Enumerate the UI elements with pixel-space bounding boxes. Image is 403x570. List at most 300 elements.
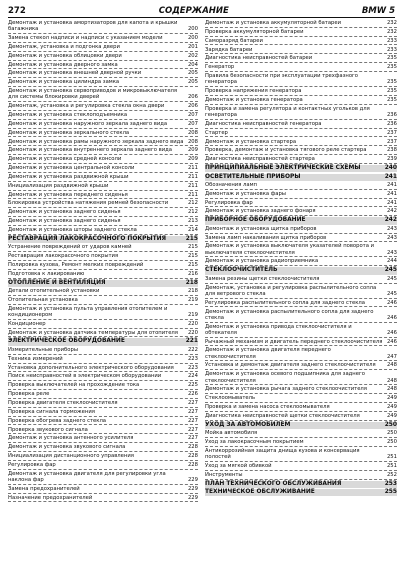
toc-entry-page: 201 (187, 43, 198, 50)
toc-entry-title: Демонтаж и установка осевого подшипника для заднего стеклоочистителя (205, 371, 365, 384)
toc-entry[interactable] (8, 373, 198, 381)
toc-section-heading[interactable] (205, 489, 397, 496)
running-head-brand: BMW 5 (361, 6, 395, 16)
toc-entry[interactable] (205, 29, 397, 37)
toc-entry-page: 225 (187, 382, 198, 389)
toc-entry-page: 245 (384, 267, 397, 274)
toc-entry-title: Демонтаж и установка аккумуляторной батареи (205, 20, 342, 26)
toc-entry[interactable] (8, 174, 198, 182)
toc-entry[interactable] (8, 218, 198, 226)
toc-entry-title: Демонтаж и установка дверного замка (8, 61, 118, 68)
toc-entry-title: Инструменты (205, 471, 243, 478)
toc-entry[interactable] (205, 20, 397, 28)
toc-entry[interactable] (205, 276, 397, 284)
toc-entry[interactable] (205, 182, 397, 190)
toc-entry[interactable] (205, 324, 397, 338)
toc-entry-title: Стартер (205, 129, 228, 136)
toc-entry[interactable] (8, 330, 198, 338)
toc-entry-page: 212 (187, 209, 198, 216)
toc-entry-page: 226 (187, 391, 198, 398)
toc-entry-title: ЭЛЕКТРИЧЕСКОЕ ОБОРУДОВАНИЕ (8, 338, 125, 345)
toc-entry[interactable] (8, 453, 198, 461)
toc-entry[interactable] (8, 471, 198, 485)
toc-entry[interactable] (8, 183, 198, 191)
toc-entry-page: 204 (187, 61, 198, 68)
toc-entry[interactable] (8, 486, 198, 494)
toc-entry-page: 228 (187, 444, 198, 451)
toc-entry[interactable] (8, 306, 198, 320)
toc-entry-title: ПРИБОРНОЕ ОБОРУДОВАНИЕ (205, 217, 306, 224)
toc-entry-page: 220 (187, 320, 198, 327)
toc-entry-title: Регулировка фар (205, 199, 253, 206)
toc-entry-page: 235 (386, 55, 397, 62)
toc-entry-page: 200 (187, 26, 198, 33)
toc-section-heading[interactable] (8, 280, 198, 287)
toc-entry[interactable] (205, 97, 397, 105)
toc-entry-title: Демонтаж и установка амортизаторов для капота и крышки багажника (8, 20, 178, 33)
toc-entry-page: 220 (187, 329, 198, 336)
toc-entry[interactable] (205, 64, 397, 72)
toc-entry-page: 246 (386, 338, 397, 345)
toc-entry-page: 228 (187, 453, 198, 460)
toc-entry-title: Демонтаж и установка привода стеклоочистителя и обтекателя (205, 323, 352, 336)
toc-entry-title: Демонтаж и установка генератора (205, 96, 303, 103)
toc-entry[interactable] (205, 208, 397, 216)
toc-entry[interactable] (8, 53, 198, 61)
toc-entry-page: 235 (386, 96, 397, 103)
toc-entry-title: Демонтаж и установка переднего сиденья (8, 191, 128, 198)
toc-entry-title: Демонтаж и установка заднего сиденья (8, 209, 121, 216)
toc-entry-page: 218 (185, 279, 198, 286)
toc-entry[interactable] (8, 139, 198, 147)
toc-entry[interactable] (205, 347, 397, 361)
toc-entry-page: 209 (187, 147, 198, 154)
toc-entry-page: 218 (187, 288, 198, 295)
toc-entry-page: 251 (386, 462, 397, 469)
toc-column-right (205, 20, 397, 497)
toc-entry-page: 250 (386, 439, 397, 446)
toc-entry[interactable] (8, 103, 198, 111)
toc-entry-title: Кондиционер (8, 320, 46, 327)
toc-entry-title: Демонтаж и установка наружного зеркала заднего вида (8, 120, 168, 127)
toc-entry[interactable] (8, 253, 198, 261)
toc-entry-title: Инициализация раздвижной крыши (8, 182, 109, 189)
toc-entry-title: Рычажный механизм и двигатель переднего стеклоочистителя (205, 338, 383, 345)
toc-column-left (8, 20, 198, 503)
toc-entry[interactable] (205, 191, 397, 199)
toc-entry-page: 250 (384, 421, 397, 428)
toc-entry-title: Демонтаж и установка пульта управления отопителем и кондиционером (8, 305, 168, 318)
toc-entry[interactable] (8, 121, 198, 129)
toc-entry[interactable] (205, 362, 397, 370)
toc-entry-title: ПЛАН ТЕХНИЧЕСКОГО ОБСЛУЖИВАНИЯ (205, 480, 342, 487)
toc-entry-title: Проверка и замена регулятора и контактных угольков для генератора (205, 105, 370, 118)
toc-entry-title: Диагностика неисправностей стартера (205, 156, 315, 163)
toc-entry-page: 227 (187, 399, 198, 406)
toc-entry-page: 242 (384, 217, 397, 224)
toc-entry[interactable] (8, 192, 198, 200)
toc-entry-page: 239 (386, 156, 397, 163)
toc-entry-page: 255 (384, 489, 397, 496)
toc-entry-page: 241 (386, 199, 397, 206)
toc-entry[interactable] (8, 165, 198, 173)
toc-entry-page: 244 (386, 258, 397, 265)
toc-entry[interactable] (8, 297, 198, 305)
toc-entry[interactable] (8, 418, 198, 426)
toc-entry-title: Антикоррозийная защита днища кузова и консервация полостей (205, 447, 360, 461)
toc-section-heading[interactable] (205, 174, 397, 181)
toc-entry-page: 215 (185, 235, 198, 242)
toc-section-heading[interactable] (205, 267, 397, 274)
toc-entry-title: Проверка реле (8, 391, 50, 398)
toc-entry-title: Проверка двигателя стеклоочистителя (8, 399, 118, 406)
toc-entry-title: Демонтаж и установка выключателя указателей поворота и выключателя стеклоочистителя (205, 243, 375, 256)
toc-entry-title: СТЕКЛООЧИСТИТЕЛЬ (205, 267, 278, 274)
toc-entry-title: Демонтаж и установка двигателя переднего стеклоочистителя (205, 347, 331, 360)
toc-entry-page: 246 (386, 299, 397, 306)
toc-entry-title: Демонтаж и установка стартера (205, 138, 297, 145)
toc-entry-page: 205 (187, 70, 198, 77)
toc-entry-title: Регулировка фар (8, 461, 56, 468)
toc-entry-page: 221 (185, 338, 198, 345)
toc-entry-title: ОСВЕТИТЕЛЬНЫЕ ПРИБОРЫ (205, 173, 301, 180)
toc-entry-page: 246 (386, 314, 397, 321)
toc-section-heading[interactable] (205, 422, 397, 429)
toc-entry[interactable] (205, 448, 397, 462)
toc-entry-page: 223 (187, 364, 198, 371)
toc-entry-page: 227 (187, 417, 198, 424)
toc-entry-page: 205 (187, 79, 198, 86)
toc-entry[interactable] (205, 130, 397, 138)
toc-entry-page: 215 (187, 261, 198, 268)
toc-entry[interactable] (205, 285, 397, 299)
toc-entry-page: 235 (386, 88, 397, 95)
toc-entry-page: 240 (384, 165, 397, 172)
toc-entry[interactable] (8, 88, 198, 102)
toc-entry-page: 211 (187, 165, 198, 172)
toc-entry-title: Демонтаж и установка шторы заднего стекла (8, 226, 137, 233)
toc-entry-title: Измерительные приборы (8, 346, 78, 353)
toc-entry-page: 251 (386, 454, 397, 461)
toc-entry[interactable] (205, 404, 397, 412)
toc-entry-page: 229 (187, 485, 198, 492)
toc-entry-title: Проверка звукового сигнала (8, 426, 88, 433)
page-title: СОДЕРЖАНИЕ (158, 6, 229, 16)
toc-entry-page: 206 (187, 103, 198, 110)
toc-entry-page: 233 (386, 46, 397, 53)
toc-entry-title: Демонтаж и установка облицовки двери (8, 52, 122, 59)
toc-entry-page: 208 (187, 129, 198, 136)
toc-entry-page: 243 (386, 249, 397, 256)
toc-entry-title: Демонтаж и установка датчика температуры для отопителя (8, 329, 178, 336)
toc-entry-title: Демонтаж и установка внешней дверной ручки (8, 70, 142, 77)
toc-entry-page: 248 (386, 377, 397, 384)
toc-entry-title: РЕСТАВРАЦИЯ ЛАКОКРАСОЧНОГО ПОКРЫТИЯ (8, 235, 167, 242)
toc-entry-page: 211 (187, 191, 198, 198)
toc-entry-title: Демонтаж и установка зеркального стекла (8, 129, 130, 136)
toc-entry-title: Демонтаж и установка фары (205, 190, 286, 197)
toc-entry-page: 241 (384, 173, 397, 180)
toc-entry[interactable] (8, 321, 198, 329)
toc-entry-page: 232 (386, 20, 397, 26)
toc-entry-page: 238 (386, 147, 397, 154)
toc-entry-page: 206 (187, 94, 198, 101)
toc-entry[interactable] (205, 55, 397, 63)
toc-entry[interactable] (8, 288, 198, 296)
toc-section-heading[interactable] (8, 338, 198, 345)
toc-entry[interactable] (8, 382, 198, 390)
toc-entry-page: 222 (187, 346, 198, 353)
toc-entry[interactable] (205, 88, 397, 96)
toc-entry[interactable] (205, 47, 397, 55)
toc-entry-page: 252 (386, 471, 397, 478)
toc-entry-title: Блокировка устройства натяжения ремней безопасности (8, 200, 169, 207)
toc-entry-page: 232 (386, 28, 397, 35)
toc-entry-title: Диагностика неисправностей генератора (205, 120, 322, 127)
toc-entry-page: 216 (187, 270, 198, 277)
toc-entry[interactable] (205, 200, 397, 208)
toc-entry-title: Проверка аккумуляторной батареи (205, 28, 304, 35)
toc-entry-page: 202 (187, 52, 198, 59)
toc-entry[interactable] (8, 365, 198, 373)
toc-entry-title: Подготовка к лакированию (8, 270, 85, 277)
toc-entry[interactable] (205, 430, 397, 438)
toc-entry[interactable] (8, 435, 198, 443)
toc-entry[interactable] (205, 309, 397, 323)
toc-entry[interactable] (8, 35, 198, 43)
toc-entry-title: Детали отопительной установки (8, 288, 100, 295)
toc-entry-title: Устранение повреждений от ударов камней (8, 244, 132, 251)
toc-entry[interactable] (8, 444, 198, 452)
toc-entry[interactable] (205, 243, 397, 257)
toc-entry-title: Зарядка батареи (205, 46, 253, 53)
toc-entry-page: 249 (386, 395, 397, 402)
toc-entry[interactable] (205, 235, 397, 243)
toc-entry-page: 248 (386, 386, 397, 393)
toc-entry-page: 249 (386, 412, 397, 419)
toc-entry-page: 250 (386, 430, 397, 437)
toc-entry-title: Регулировка распылительного сопла для заднего стекла (205, 299, 365, 306)
toc-entry[interactable] (8, 227, 198, 235)
toc-entry-title: Назначение предохранителей (8, 494, 93, 501)
toc-entry-title: ТЕХНИЧЕСКОЕ ОБСЛУЖИВАНИЕ (205, 489, 315, 496)
toc-section-heading[interactable] (205, 481, 397, 488)
toc-entry-title: Замена предохранителей (8, 485, 80, 492)
toc-entry[interactable] (205, 439, 397, 447)
toc-entry-title: Проверка обогрева заднего стекла (8, 417, 107, 424)
toc-entry-page: 241 (386, 181, 397, 188)
toc-entry[interactable] (8, 112, 198, 120)
toc-entry-title: Диагностика неисправностей щетки стеклоочистителя (205, 412, 360, 419)
toc-entry-page: 207 (187, 112, 198, 118)
toc-entry[interactable] (205, 413, 397, 421)
toc-entry-title: Замена стекол надписи и надписи с указанием модели (8, 35, 163, 42)
toc-entry[interactable] (205, 38, 397, 46)
toc-entry-title: Установка дополнительного электрического оборудования (8, 364, 174, 371)
toc-entry-page: 229 (187, 494, 198, 501)
toc-entry[interactable] (8, 200, 198, 208)
toc-entry-page: 237 (386, 138, 397, 145)
toc-entry[interactable] (8, 130, 198, 138)
toc-entry[interactable] (205, 371, 397, 385)
toc-entry-page: 207 (187, 120, 198, 127)
toc-entry-title: Демонтаж и установка щитка приборов (205, 225, 317, 232)
toc-entry-title: Техника измерений (8, 355, 63, 362)
toc-entry[interactable] (205, 121, 397, 129)
toc-entry-title: Проверка, демонтаж и установка тягового реле стартера (205, 147, 367, 154)
toc-entry[interactable] (8, 147, 198, 155)
toc-entry-page: 211 (187, 173, 198, 180)
toc-entry[interactable] (8, 156, 198, 164)
toc-entry[interactable] (205, 463, 397, 471)
toc-entry-title: Стеклоомыватель (205, 395, 256, 402)
toc-entry-title: Демонтаж и установка рычага заднего стеклоочистителя (205, 386, 367, 393)
toc-entry-title: Демонтаж и установка рамы наружного зеркала заднего вида (8, 138, 184, 145)
toc-entry-page: 215 (187, 253, 198, 260)
toc-entry-page: 224 (187, 373, 198, 380)
toc-entry[interactable] (205, 147, 397, 155)
toc-section-heading[interactable] (8, 236, 198, 243)
toc-entry-title: Демонтаж и установка звукового сигнала (8, 444, 126, 451)
toc-entry[interactable] (205, 73, 397, 87)
toc-entry-page: 215 (187, 244, 198, 251)
toc-entry-page: 214 (187, 226, 198, 233)
toc-entry-title: Демонтаж и установка антенного усилителя (8, 435, 134, 442)
toc-entry-title: Демонтаж и установка распылительного сопла для заднего стекла (205, 308, 374, 321)
toc-entry-page: 243 (386, 225, 397, 232)
toc-entry[interactable] (8, 262, 198, 270)
toc-entry[interactable] (8, 391, 198, 399)
toc-entry-title: Установка и демонтаж двигателя заднего стеклоочистителя (205, 362, 376, 369)
toc-entry-title: ПРИНЦИПИАЛЬНЫЕ ЭЛЕКТРИЧЕСКИЕ СХЕМЫ (205, 165, 361, 172)
toc-entry-title: ОТОПЛЕНИЕ И ВЕНТИЛЯЦИЯ (8, 279, 106, 286)
toc-entry[interactable] (205, 258, 397, 266)
toc-entry-title: Демонтаж и установка стеклоподъемника (8, 112, 128, 118)
toc-entry-title: Замена резины щетки стеклоочистителя (205, 275, 320, 282)
toc-entry-page: 236 (386, 112, 397, 118)
toc-entry-page: 213 (187, 218, 198, 225)
toc-entry[interactable] (8, 347, 198, 355)
toc-entry-page: 235 (386, 79, 397, 86)
toc-entry-page: 253 (384, 480, 397, 487)
toc-entry-page: 227 (187, 426, 198, 433)
toc-section-heading[interactable] (205, 165, 397, 172)
toc-entry-page: 219 (187, 311, 198, 318)
page-number: 272 (8, 6, 26, 16)
toc-entry-title: Демонтаж, установка и подгонка двери (8, 43, 120, 50)
header-rule (8, 17, 395, 18)
toc-entry[interactable] (8, 356, 198, 364)
toc-entry[interactable] (8, 409, 198, 417)
toc-entry-page: 248 (386, 362, 397, 369)
toc-entry-page: 223 (187, 355, 198, 362)
toc-entry-page: 242 (386, 208, 397, 215)
toc-entry-title: Демонтаж и установка радиоприемника (205, 258, 319, 265)
toc-entry-page: 246 (386, 329, 397, 336)
toc-entry-page: 227 (187, 408, 198, 415)
toc-entry-page: 245 (386, 290, 397, 297)
toc-entry[interactable] (8, 62, 198, 70)
toc-entry-page: 245 (386, 275, 397, 282)
toc-entry-page: 247 (386, 353, 397, 360)
toc-entry[interactable] (205, 300, 397, 308)
toc-entry-title: Демонтаж и установка центральной консоли (8, 165, 135, 172)
toc-entry-title: Реставрация лакокрасочного покрытия (8, 253, 119, 260)
toc-entry-title: Демонтаж и установка средней консоли (8, 156, 122, 163)
toc-entry[interactable] (8, 44, 198, 52)
toc-entry[interactable] (8, 271, 198, 279)
toc-entry-title: Демонтаж и установка заднего фонаря (205, 208, 316, 215)
toc-entry-title: Демонтаж и установка внутреннего зеркала заднего вида (8, 147, 173, 154)
toc-entry-page: 237 (386, 129, 397, 136)
toc-entry-title: Проверка напряжения генератора (205, 88, 302, 95)
toc-entry-page: 233 (386, 37, 397, 44)
toc-entry[interactable] (205, 106, 397, 120)
toc-entry-title: Проверка сигнала торможения (8, 408, 95, 415)
toc-entry-page: 219 (187, 296, 198, 303)
toc-entry-title: Диагностика неисправностей батареи (205, 55, 313, 62)
toc-entry[interactable] (205, 156, 397, 164)
page-header (8, 2, 395, 16)
toc-entry[interactable] (8, 20, 198, 34)
toc-entry-title: Проверка и замена насоса стеклоомывателя (205, 404, 330, 411)
toc-entry-title: Демонтаж и установка цилиндра замка (8, 79, 120, 86)
toc-entry-title: Демонтаж и установка заднего сиденья (8, 218, 121, 225)
toc-entry[interactable] (205, 395, 397, 403)
toc-entry-title: Уход за мягкой обивкой (205, 462, 272, 469)
toc-entry-title: Мойка автомобиля (205, 430, 258, 437)
toc-entry-title: Инициализация дистанционного управления (8, 453, 134, 460)
toc-entry-title: Полировка кузова, Ремонт мелких повреждений (8, 261, 144, 268)
toc-entry[interactable] (8, 70, 198, 78)
toc-entry-page: 236 (386, 120, 397, 127)
toc-entry-page: 227 (187, 435, 198, 442)
toc-entry-title: Демонтаж и установка двигателя для регулировки угла наклона фар (8, 470, 166, 483)
toc-entry-page: 241 (386, 190, 397, 197)
toc-entry-page: 235 (386, 64, 397, 71)
toc-entry[interactable] (8, 462, 198, 470)
toc-entry-title: Демонтаж и установка раздвижной крыши (8, 173, 129, 180)
toc-entry[interactable] (8, 400, 198, 408)
toc-entry[interactable] (205, 339, 397, 347)
toc-entry-page: 211 (187, 182, 198, 189)
toc-entry[interactable] (8, 244, 198, 252)
toc-entry-title: Поиск неисправностей в электрическом оборудовании (8, 373, 162, 380)
toc-entry-page: 200 (187, 35, 198, 42)
toc-entry-title: Демонтаж, установка и регулировка стекла окна двери (8, 103, 165, 110)
toc-section-heading[interactable] (205, 217, 397, 224)
toc-entry-page: 228 (187, 461, 198, 468)
toc-entry-title: Уход за лакокрасочным покрытием (205, 439, 304, 446)
toc-entry[interactable] (8, 427, 198, 435)
toc-entry-title: Отопительная установка (8, 296, 78, 303)
toc-entry-page: 249 (386, 404, 397, 411)
toc-entry-title: Демонтаж и установка сервоприводов и микровыключателя для системы блокировки дверей (8, 88, 178, 101)
toc-entry-title: Саморазряд батареи (205, 37, 263, 44)
toc-entry-title: УХОД ЗА АВТОМОБИЛЕМ (205, 421, 291, 428)
toc-entry[interactable] (8, 495, 198, 503)
toc-entry[interactable] (205, 226, 397, 234)
toc-entry[interactable] (205, 386, 397, 394)
toc-entry[interactable] (8, 79, 198, 87)
toc-entry[interactable] (205, 472, 397, 480)
toc-entry-title: Демонтаж, установка и регулировка распылительного сопла для ветрового стекла (205, 284, 377, 297)
toc-entry-title: Проверка выключателей на прохождение тока (8, 382, 140, 389)
toc-entry-title: Обозначения ламп (205, 181, 257, 188)
toc-entry-page: 243 (386, 234, 397, 241)
toc-entry[interactable] (205, 139, 397, 147)
toc-entry[interactable] (8, 209, 198, 217)
